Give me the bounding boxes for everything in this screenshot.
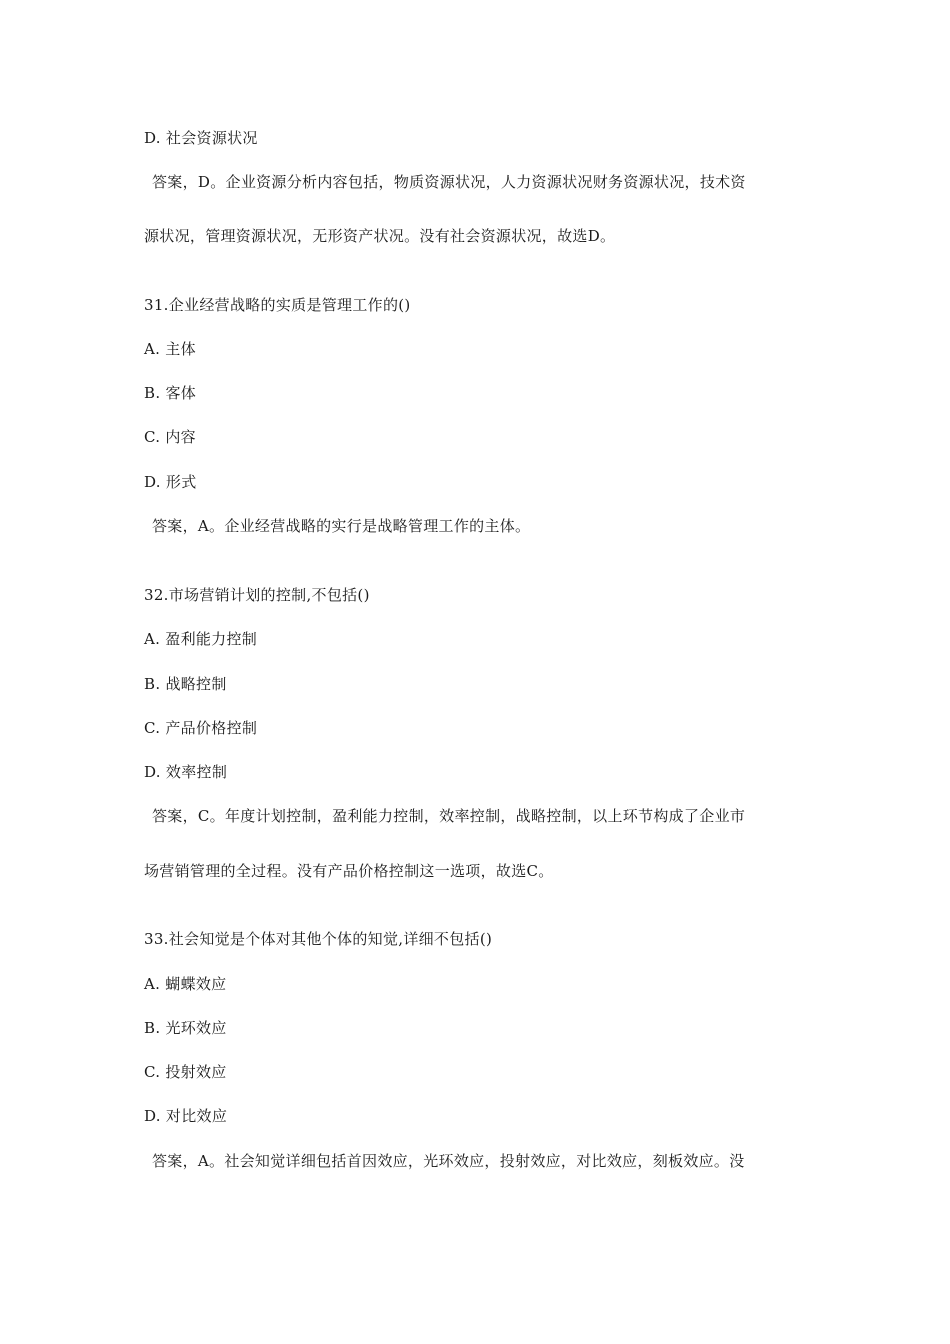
answer-q31: 答案，A。企业经营战略的实行是战略管理工作的主体。	[152, 517, 531, 535]
option-d-q31: D. 形式	[144, 473, 197, 491]
question-33: 33.社会知觉是个体对其他个体的知觉,详细不包括()	[144, 930, 493, 948]
option-a-q31: A. 主体	[144, 340, 196, 358]
answer-q33-line1: 答案，A。社会知觉详细包括首因效应，光环效应，投射效应，对比效应，刻板效应。没	[152, 1152, 745, 1170]
option-b-q32: B. 战略控制	[144, 675, 227, 693]
option-b-q31: B. 客体	[144, 384, 197, 402]
option-d-q33: D. 对比效应	[144, 1107, 228, 1125]
question-31: 31.企业经营战略的实质是管理工作的()	[144, 296, 411, 314]
option-a-q32: A. 盈利能力控制	[144, 630, 258, 648]
answer-q32-line2: 场营销管理的全过程。没有产品价格控制这一选项，故选C。	[144, 862, 554, 880]
question-32: 32.市场营销计划的控制,不包括()	[144, 586, 370, 604]
option-c-q31: C. 内容	[144, 428, 196, 446]
option-c-q33: C. 投射效应	[144, 1063, 227, 1081]
answer-q32-line1: 答案，C。年度计划控制，盈利能力控制，效率控制，战略控制，以上环节构成了企业市	[152, 807, 746, 825]
option-d-q32: D. 效率控制	[144, 763, 228, 781]
option-b-q33: B. 光环效应	[144, 1019, 227, 1037]
answer-q30-line1: 答案，D。企业资源分析内容包括，物质资源状况，人力资源状况财务资源状况，技术资	[152, 173, 746, 191]
answer-q30-line2: 源状况，管理资源状况，无形资产状况。没有社会资源状况，故选D。	[144, 227, 616, 245]
option-c-q32: C. 产品价格控制	[144, 719, 258, 737]
option-d-q30: D. 社会资源状况	[144, 129, 258, 147]
option-a-q33: A. 蝴蝶效应	[144, 975, 227, 993]
